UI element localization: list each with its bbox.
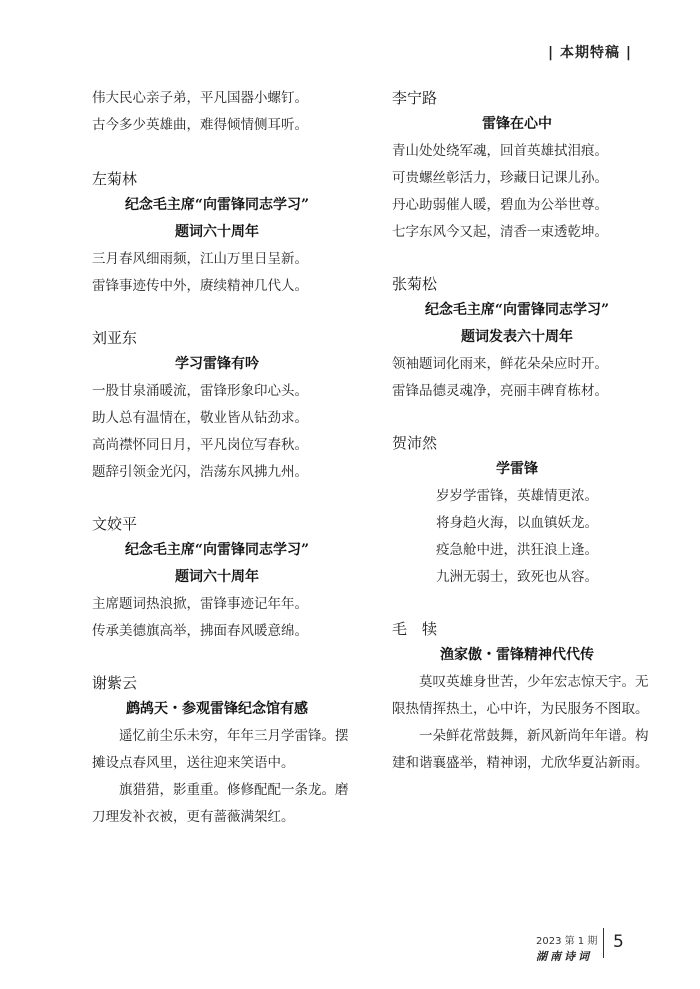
poem-author: 左菊林 xyxy=(92,170,138,188)
issue-label: 2023 第 1 期 xyxy=(536,936,598,947)
poem-mao-du xyxy=(392,616,649,777)
poem-zhang-jusong xyxy=(392,271,642,405)
right-column xyxy=(392,85,649,777)
poem-author: 毛 犊 xyxy=(392,620,438,638)
poem-title: 题词六十周年 xyxy=(175,224,259,240)
poem-line: 旗猎猎，影重重。修修配配一条龙。磨 xyxy=(119,782,349,798)
poem-line: 限热情挥热土，心中许，为民服务不图取。 xyxy=(392,701,649,717)
section-tag: | 本期特稿 | xyxy=(548,45,632,61)
poem-line: 助人总有温情在，敬业皆从钻劲求。 xyxy=(92,410,308,426)
poem-title: 渔家傲・雷锋精神代代传 xyxy=(440,647,594,663)
poem-line: 遥忆前尘乐未穷，年年三月学雷锋。摆 xyxy=(119,728,349,744)
poem-line: 一股甘泉涌暖流，雷锋形象印心头。 xyxy=(92,383,308,399)
poem-title: 纪念毛主席“向雷锋同志学习” xyxy=(124,542,310,558)
poem-line: 题辞引领金光闪，浩荡东风拂九州。 xyxy=(92,464,308,480)
poem-author: 李宁路 xyxy=(392,89,438,107)
poem-title: 雷锋在心中 xyxy=(482,116,552,132)
poem-line: 疫急舱中进，洪狂浪上逢。 xyxy=(436,542,598,558)
poem-title: 学雷锋 xyxy=(496,461,538,477)
footer-divider xyxy=(603,928,604,958)
poem-title: 鹧鸪天・参观雷锋纪念馆有感 xyxy=(126,701,308,717)
poem-line: 摊设点春风里，送往迎来笑语中。 xyxy=(92,755,295,771)
page-number: 5 xyxy=(613,932,624,952)
left-column xyxy=(92,85,349,831)
poem-he-peiran xyxy=(392,430,642,591)
poem-title: 纪念毛主席“向雷锋同志学习” xyxy=(424,302,610,318)
poem-line: 古今多少英雄曲，难得倾情侧耳听。 xyxy=(92,117,308,133)
poem-line: 雷锋事迹传中外，赓续精神几代人。 xyxy=(92,278,308,294)
poem-line: 九洲无弱士，致死也从容。 xyxy=(436,569,598,585)
poem-continuation xyxy=(92,85,342,139)
poem-author: 贺沛然 xyxy=(392,434,438,452)
poem-line: 青山处处绕军魂，回首英雄拭泪痕。 xyxy=(392,143,608,159)
poem-line: 丹心助弱催人暖，碧血为公举世尊。 xyxy=(392,197,608,213)
poem-line: 岁岁学雷锋，英雄情更浓。 xyxy=(436,488,598,504)
poem-author: 文姣平 xyxy=(92,515,138,533)
poem-line: 传承美德旗高举，拂面春风暖意绵。 xyxy=(92,623,308,639)
poem-line: 三月春风细雨频，江山万里日呈新。 xyxy=(92,251,308,267)
poem-title: 题词发表六十周年 xyxy=(461,329,573,345)
poem-line: 主席题词热浪掀，雷锋事迹记年年。 xyxy=(92,596,308,612)
poem-line: 莫叹英雄身世苦，少年宏志惊天宇。无 xyxy=(419,674,649,690)
poem-line: 一朵鲜花常鼓舞，新风新尚年年谱。构 xyxy=(419,728,649,744)
poem-liu-yadong xyxy=(92,325,342,486)
poem-title: 题词六十周年 xyxy=(175,569,259,585)
poem-line: 领袖题词化雨来，鲜花朵朵应时开。 xyxy=(392,356,608,372)
poem-line: 伟大民心亲子弟，平凡国器小螺钉。 xyxy=(92,90,308,106)
poem-title: 学习雷锋有吟 xyxy=(175,356,259,372)
poem-line: 刀理发补衣被，更有蔷薇满架红。 xyxy=(92,809,295,825)
poem-author: 张菊松 xyxy=(392,275,438,293)
poem-line: 可贵螺丝彰活力，珍藏日记课儿孙。 xyxy=(392,170,608,186)
magazine-name: 湖南诗词 xyxy=(536,950,592,963)
poem-li-ninglu xyxy=(392,85,642,246)
poem-line: 七字东风今又起，清香一束透乾坤。 xyxy=(392,224,608,240)
poem-xie-ziyun xyxy=(92,670,349,831)
poem-line: 将身趋火海，以血镇妖龙。 xyxy=(436,515,598,531)
poem-author: 刘亚东 xyxy=(92,329,138,347)
poem-author: 谢紫云 xyxy=(92,674,138,692)
poem-title: 纪念毛主席“向雷锋同志学习” xyxy=(124,197,310,213)
poem-line: 雷锋品德灵魂净，亮丽丰碑育栋材。 xyxy=(392,383,608,399)
poem-zuo-julin xyxy=(92,166,342,300)
poem-line: 建和谐襄盛举，精神诩，尤欣华夏沾新雨。 xyxy=(392,755,649,771)
poem-wen-jiaoping xyxy=(92,511,342,645)
poem-line: 高尚襟怀同日月，平凡岗位写春秋。 xyxy=(92,437,308,453)
